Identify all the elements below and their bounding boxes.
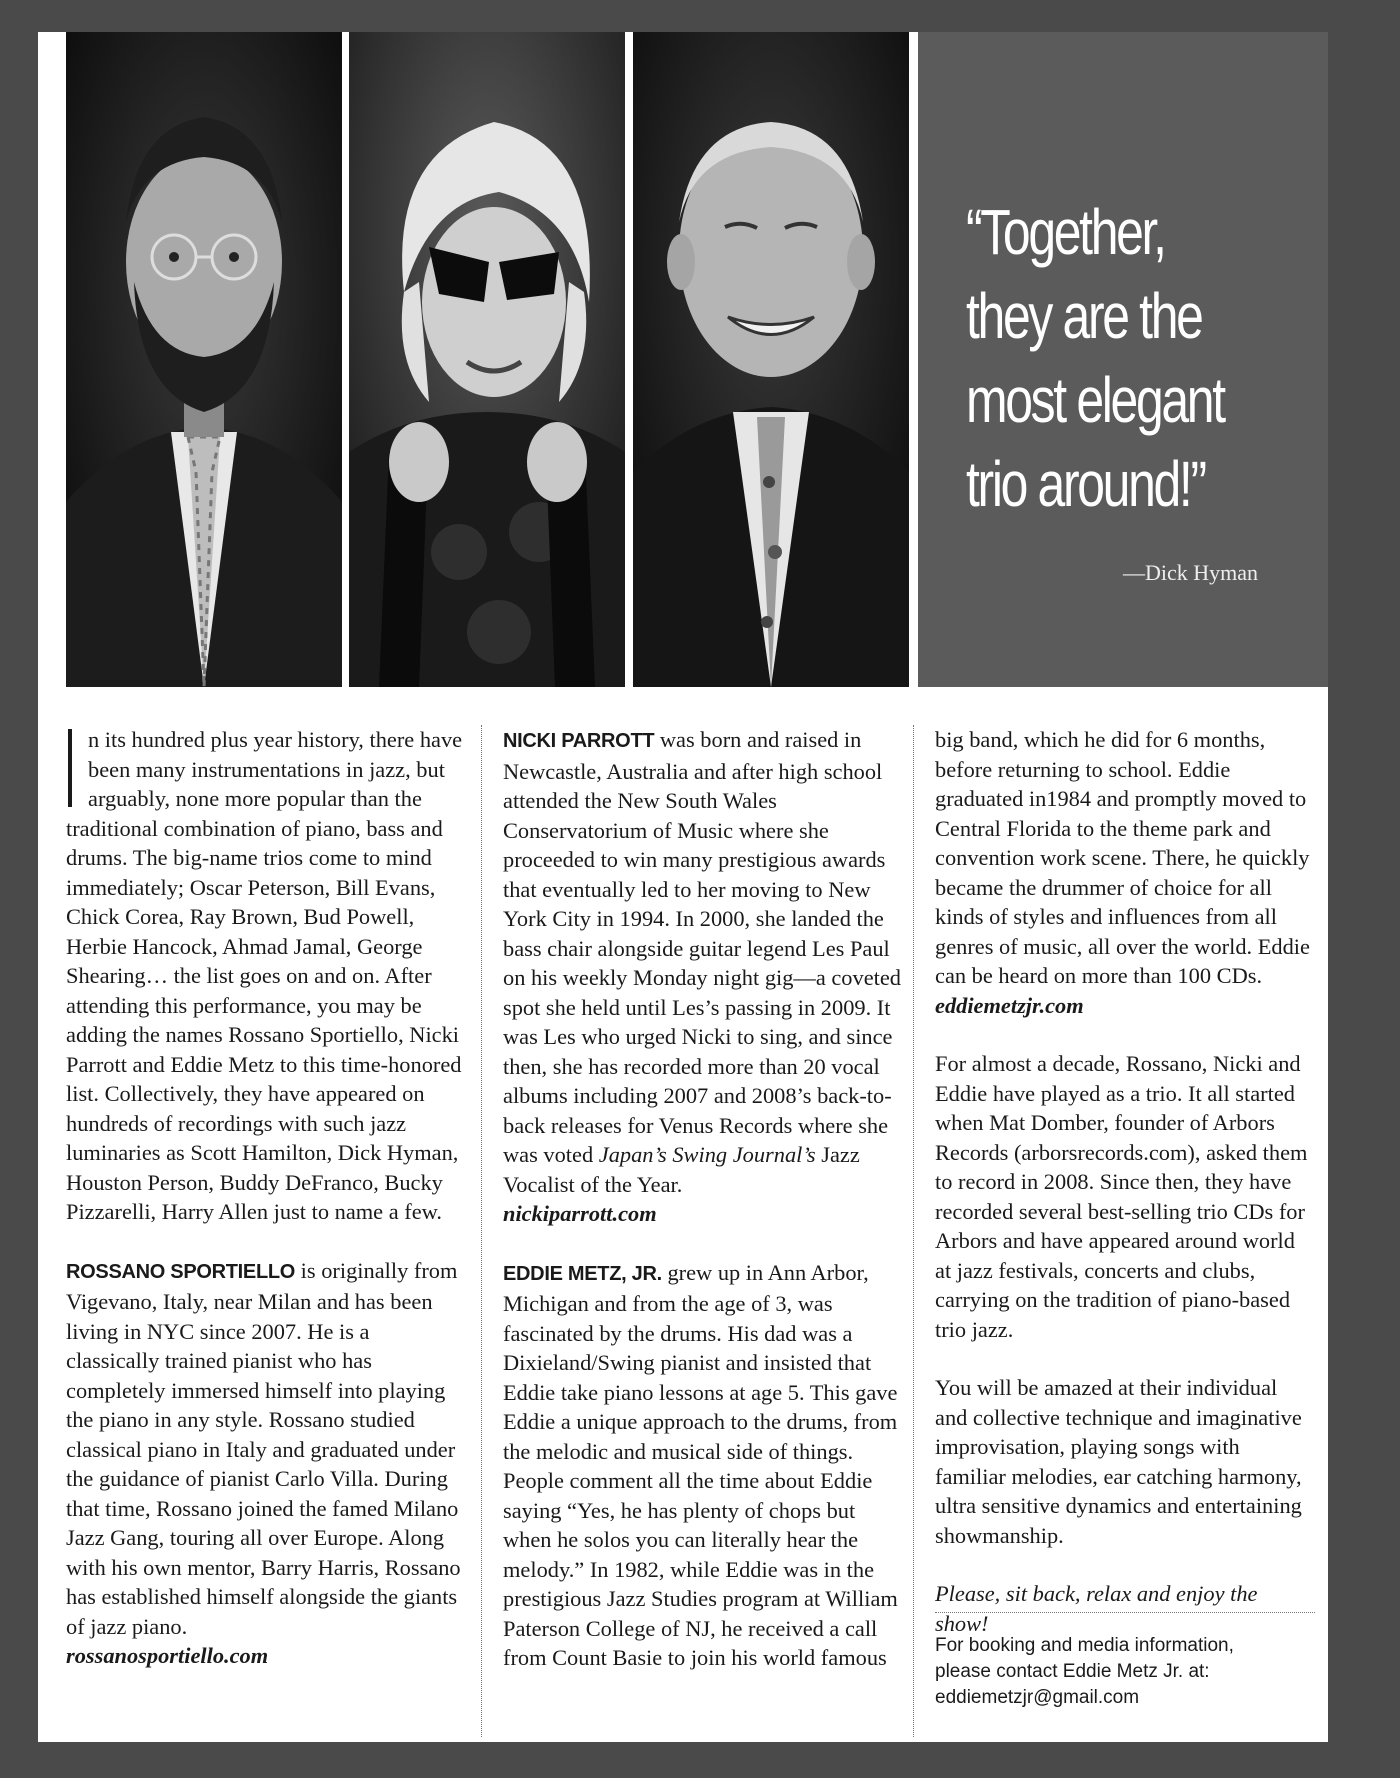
rossano-bio: is originally from Vigevano, Italy, near Milan and has been living in NYC since 2007. He is a classically trained pianist who has completely immersed himself into playing the piano in any style. Rossano studied classical piano in Italy and graduated under the guidance of pianist Carlo Villa. During that time, Rossano joined the famed Milano Jazz Gang, touring all over Europe. Along with his own mentor, Barry Harris, Rossano has established himself alongside the giants of jazz piano. bbox=[66, 1257, 461, 1639]
contact-info bbox=[935, 1612, 1315, 1711]
nicki-name: NICKI PARROTT bbox=[503, 730, 655, 752]
intro-text: n its hundred plus year history, there have been many instrumentations in jazz, but arguably, none more popular than the traditional combination of piano, bass and drums. The big-name trios come to mind immediately; Oscar Peterson, Bill Evans, Chick Corea, Ray Brown, Bud Powell, Herbie Hancock, Ahmad Jamal, George Shearing… the list goes on and on. After attending this performance, you may be adding the names Rossano Sportiello, Nicki Parrott and Eddie Metz to this time-honored list. Collectively, they have appeared on hundreds of recordings with such jazz luminaries as Scott Hamilton, Dick Hyman, Houston Person, Buddy DeFranco, Bucky Pizzarelli, Harry Allen just to name a few. bbox=[66, 727, 463, 1224]
closing-line: Please, sit back, relax and enjoy the show! bbox=[935, 1581, 1258, 1636]
eddie-bio-cont-text: big band, which he did for 6 months, before returning to school. Eddie graduated in1984 and promptly moved to Central Florida to the theme park and convention work scene. There, he quickly became the drummer of choice for all kinds of styles and influences from all genres of music, all over the world. Eddie can be heard on more than 100 CDs. bbox=[935, 727, 1310, 988]
portrait-nicki-parrott bbox=[349, 32, 625, 687]
nicki-bio-paragraph bbox=[503, 725, 903, 1229]
trio-paragraph: For almost a decade, Rossano, Nicki and Eddie have played as a trio. It all started when Mat Domber, founder of Arbors Records (arborsrecords.com), asked them to record in 2008. Since then, they have recorded several best-selling trio CDs for Arbors and have appeared around world at jazz festivals, concerts and clubs, carrying on the tradition of piano-based trio jazz. bbox=[935, 1051, 1308, 1342]
quote-line: trio around!” bbox=[966, 448, 1205, 520]
rossano-bio-paragraph bbox=[66, 1256, 468, 1671]
intro-paragraph bbox=[66, 725, 468, 1227]
portrait-eddie-metz bbox=[633, 32, 909, 687]
quote-line: “Together, bbox=[966, 196, 1165, 268]
quote-panel bbox=[918, 32, 1328, 687]
quote-line: most elegant bbox=[966, 364, 1224, 436]
nicki-website-link[interactable]: nickiparrott.com bbox=[503, 1201, 657, 1226]
rossano-name: ROSSANO SPORTIELLO bbox=[66, 1260, 296, 1283]
eddie-bio: grew up in Ann Arbor, Michigan and from the age of 3, was fascinated by the drums. His dad was a Dixieland/Swing pianist and insisted that Eddie take piano lessons at age 5. This gave Eddie a unique approach to the drums, from the melodic and musical side of things. People comment all the time about Eddie saying “Yes, he has plenty of chops but when he solos you can literally hear the melody.” In 1982, while Eddie was in the prestigious Jazz Studies program at William Paterson College of NJ, he received a call from Count Basie to join his world famous bbox=[503, 1259, 898, 1670]
contact-line-2: please contact Eddie Metz Jr. at: bbox=[935, 1661, 1210, 1682]
rossano-website-link[interactable]: rossanosportiello.com bbox=[66, 1643, 269, 1668]
text-column-2 bbox=[503, 725, 903, 1702]
column-divider bbox=[481, 725, 482, 1737]
eddie-bio-continued bbox=[935, 725, 1310, 1020]
nicki-bio: was born and raised in Newcastle, Australia and after high school attended the New South Wales Conservatorium of Music where she proceeded to win many prestigious awards that eventually led to her moving to New York City in 1994. In 2000, she landed the bass chair alongside guitar legend Les Paul on his weekly Monday night gig—a coveted spot she held until Les’s passing in 2009. It was Les who urged Nicki to sing, and since then, she has recorded more than 20 vocal albums including 2007 and 2008’s back-to-back releases for Venus Records where she was voted bbox=[503, 727, 901, 1167]
eddie-website-link[interactable]: eddiemetzjr.com bbox=[935, 992, 1084, 1018]
contact-email-link[interactable]: eddiemetzjr@gmail.com bbox=[935, 1687, 1140, 1708]
contact-line-1: For booking and media information, bbox=[935, 1635, 1234, 1656]
drop-cap-bar bbox=[68, 729, 78, 807]
eddie-bio-paragraph bbox=[503, 1258, 903, 1673]
program-page bbox=[38, 32, 1328, 1742]
nicki-publication: Japan’s Swing Journal’s bbox=[598, 1142, 816, 1167]
nicki-award: Jazz Vocalist of the Year. bbox=[503, 1142, 860, 1197]
amazed-paragraph: You will be amazed at their individual and collective technique and imaginative improvisation, playing songs with familiar melodies, ear catching harmony, ultra sensitive dynamics and entertaining showmanship. bbox=[935, 1375, 1302, 1548]
quote-line: they are the bbox=[966, 280, 1202, 352]
column-divider bbox=[913, 725, 914, 1737]
pull-quote bbox=[966, 190, 1231, 526]
eddie-name: EDDIE METZ, JR. bbox=[503, 1262, 662, 1285]
portrait-rossano-sportiello bbox=[66, 32, 342, 687]
text-column-3 bbox=[935, 725, 1310, 1667]
text-column-1 bbox=[66, 725, 468, 1700]
quote-attribution: —Dick Hyman bbox=[1122, 560, 1258, 585]
